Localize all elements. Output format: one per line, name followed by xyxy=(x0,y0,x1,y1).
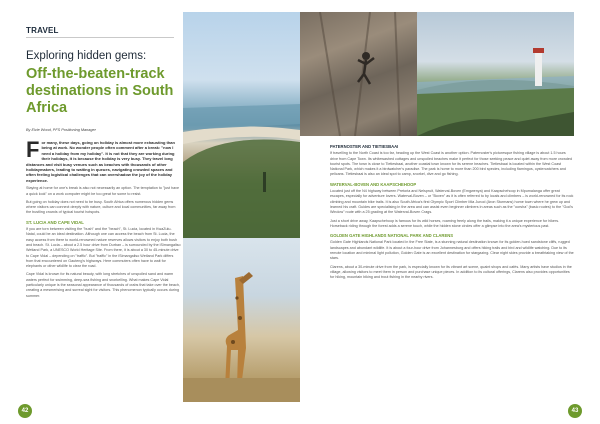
rock-climber-photo xyxy=(300,12,417,136)
body-paragraph: But going on holiday does not need to be busy. South Africa offers numerous hidden gems where visitors can connect deeply with nature, culture and local communities, far away from the bustling crowds of typical tourist hotspots. xyxy=(26,199,176,215)
body-paragraph: Golden Gate Highlands National Park located in the Free State, is a stunning natural destination known for its golden-hued sandstone cliffs, rugged landscapes and abundant wildlife. It is about a four-hour drive from Johannesburg and offers hiking trails and bird and wildlife watching. Due to its remote location and minimal light pollution, Golden Gate is an excellent destination for stargazing. Clear night skies provide a breathtaking view of the stars. xyxy=(330,240,574,261)
section-heading: WATERVAL-BOVEN AND KAAPSCHEHOOP xyxy=(330,181,417,187)
body-paragraph: Located just off the N4 highway between Pretoria and Nelspruit, Waterval-Boven (Emgwenya) and Kaapschehoop in Mpumalanga offer great escapes, especially for adventure lovers. Waterval-Boven – or "Boven" as it is often referred to by locals and climbers – is world-renowned for its rock climbing and mountain bike trails. It is also South Africa's first Olympic Sport Climber Mia Junod (Aron Sturmans) home town where he grew up and learned his craft. Guides are specialising in the area and can assist even beginner climbers in areas such as the "oorsha" (basic routes) to the "God's Window" route with a 25 grading at the Waterval-Boven Crags. xyxy=(330,189,574,215)
body-paragraph: Cape Vidal is known for its natural beauty, with long stretches of unspoiled sand and warm waters perfect for swimming, deep-sea fishing and snorkelling. What makes Cape Vidal particularly unique is the seasonal appearance of thousands of crabs that take over the beach, creating a mesmerising and surreal sight for visitors. This phenomenon typically occurs during summer. xyxy=(26,272,180,298)
page-number-right: 43 xyxy=(568,404,582,418)
body-paragraph: If you are torn between visiting the "bush" and the "beach", St. Lucia, located in KwaZulu-Natal, could be an ideal destination. Although one can access the beach from St. Lucia, the easy access from there to world-renowned nature reserves allows visitors to enjoy both bush and beach. St. Lucia – about a 2.5 hour drive from Durban – is surrounded by the iSimangaliso Wetland Park, a UNESCO World Heritage Site. From there, it is about a 30 to 45-minute drive to Cape Vidal – depending on "traffic". But "traffic" in the iSimangaliso Wetland Park differs from that encountered on Gauteng's highways. Here commuters often have to wait for elephants or other wildlife to clear the road. xyxy=(26,227,181,269)
right-column-text xyxy=(330,140,574,284)
section-heading: PATERNOSTER AND TIETIESBAAI xyxy=(330,144,399,149)
section-tag: TRAVEL xyxy=(26,26,59,35)
body-paragraph: Staying at home for one's break is also not necessarily an option. The temptation to "just have a quick look" on a work computer might be too great for some to resist. xyxy=(26,186,180,196)
lead-paragraph xyxy=(26,137,181,183)
lead-text: or many, these days, going on holiday is almost more exhausting than being at work. No wonder people often comment after a break: "now I need a holiday from my holiday". It is not that they are working during their holidays, it is because the holiday is very busy. They travel long distances and visit busy venues such as beaches with thousands of other holidaymakers, leading to waiting in queues, navigating crowded spaces and often feeling logistical challenges that can overshadow the joy of the holiday experience. xyxy=(26,140,175,183)
article-headline: Off-the-beaten-track destinations in South Africa xyxy=(26,66,174,116)
body-paragraph: Just a short drive away, Kaapschehoop is famous for its wild horses, roaming freely along the trails, making it a unique experience for hikers. Horseback riding through the forest adds a serene touch, while the hidden stone circles offer a glimpse into the area's mysterious past. xyxy=(330,218,560,228)
drop-cap: F xyxy=(26,137,40,162)
left-column-text xyxy=(26,137,181,302)
header-rule xyxy=(26,37,174,38)
giraffe-photo xyxy=(183,238,300,402)
page-number-left: 42 xyxy=(18,404,32,418)
lighthouse-photo xyxy=(417,12,574,136)
body-paragraph: If travelling to the North Coast is too far, heading up the West Coast is another option. Paternoster's picturesque fishing village is about 1.5 hours drive from Cape Town. Its whitewashed cottages and unspoiled beaches make it perfect for those seeking peace and quiet away from more crowded tourist spots. The town is close to Tietiesbaai, another coastal town known for its serene beaches. Tietiesbaai is located within the West Coast National Park, which makes it a birdwatcher's paradise. The park is home to more than 200 bird species, including flamingos, oystercatchers and pelicans. Tietiesbaai is also an ideal spot to camp, snorkel, dive and go fishing. xyxy=(330,151,573,177)
body-paragraph: Clarens, about a 30-minute drive from the park, is especially known for its vibrant art scene, quaint shops and cafés. Many artists have studios in the village, allowing visitors to meet them in person and purchase unique pieces. In addition to its cultural offerings, Clarens also provides opportunities for hiking, mountain biking and trout fishing in the nearby rivers. xyxy=(330,264,572,280)
section-heading: GOLDEN GATE HIGHLANDS NATIONAL PARK AND CLARENS xyxy=(330,233,454,239)
beach-photo xyxy=(183,12,300,238)
section-heading: ST. LUCIA AND CAPE VIDAL xyxy=(26,219,84,225)
article-byline: By Elvie Wood, PFS Positioning Manager xyxy=(26,128,96,132)
article-kicker: Exploring hidden gems: xyxy=(26,50,147,62)
